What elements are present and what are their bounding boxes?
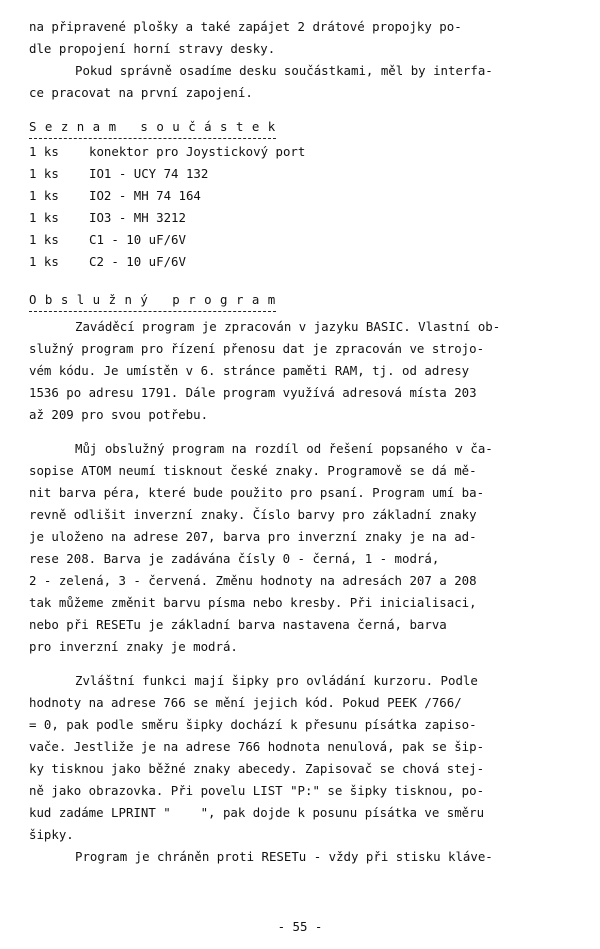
part-desc: C1 - 10 uF/6V xyxy=(89,232,186,247)
text-line: Program je chráněn proti RESETu - vždy při stisku kláve- xyxy=(75,849,493,864)
part-desc: konektor pro Joystickový port xyxy=(89,144,306,159)
text-line: nit barva péra, které bude použito pro psaní. Program umí ba- xyxy=(29,485,485,500)
text-line: ce pracovat na první zapojení. xyxy=(29,85,253,100)
text-line: dle propojení horní stravy desky. xyxy=(29,41,276,56)
parts-list-item xyxy=(29,185,577,207)
part-qty: 1 ks xyxy=(29,254,59,269)
part-qty: 1 ks xyxy=(29,144,59,159)
parts-list-item xyxy=(29,163,577,185)
program-paragraph-4 xyxy=(29,846,577,868)
part-qty: 1 ks xyxy=(29,188,59,203)
part-qty: 1 ks xyxy=(29,210,59,225)
text-line: šipky. xyxy=(29,827,74,842)
text-line: 2 - zelená, 3 - červená. Změnu hodnoty na adresách 207 a 208 xyxy=(29,573,477,588)
text-line: tak můžeme změnit barvu písma nebo kresby. Při inicialisaci, xyxy=(29,595,477,610)
part-qty: 1 ks xyxy=(29,166,59,181)
parts-list-item xyxy=(29,229,577,251)
part-desc: IO3 - MH 3212 xyxy=(89,210,186,225)
program-heading: O b s l u ž n ý p r o g r a m xyxy=(29,289,276,312)
text-line: Zvláštní funkci mají šipky pro ovládání kurzoru. Podle xyxy=(75,673,478,688)
text-line: sopise ATOM neumí tisknout české znaky. Programově se dá mě- xyxy=(29,463,477,478)
text-line: kud zadáme LPRINT " ", pak dojde k posunu písátka ve směru xyxy=(29,805,485,820)
text-line: ně jako obrazovka. Při povelu LIST "P:" se šipky tisknou, po- xyxy=(29,783,485,798)
part-desc: IO2 - MH 74 164 xyxy=(89,188,201,203)
parts-section xyxy=(29,116,577,273)
text-line: revně odlišit inverzní znaky. Číslo barvy pro základní znaky xyxy=(29,507,477,522)
text-line: Můj obslužný program na rozdíl od řešení popsaného v ča- xyxy=(75,441,493,456)
program-paragraph-2 xyxy=(29,438,577,658)
parts-heading: S e z n a m s o u č á s t e k xyxy=(29,116,276,139)
intro-paragraph xyxy=(29,16,577,60)
page-number: - 55 - xyxy=(277,919,323,934)
text-line: na připravené plošky a také zapájet 2 drátové propojky po- xyxy=(29,19,462,34)
text-line: je uloženo na adrese 207, barva pro inverzní znaky je na ad- xyxy=(29,529,477,544)
text-line: služný program pro řízení přenosu dat je zpracován ve strojo- xyxy=(29,341,485,356)
parts-list-item xyxy=(29,207,577,229)
program-paragraph-3 xyxy=(29,670,577,846)
text-line: ky tisknou jako běžné znaky abecedy. Zapisovač se chová stej- xyxy=(29,761,485,776)
part-desc: IO1 - UCY 74 132 xyxy=(89,166,209,181)
text-line: pro inverzní znaky je modrá. xyxy=(29,639,238,654)
parts-list-item xyxy=(29,141,577,163)
text-line: = 0, pak podle směru šipky dochází k přesunu písátka zapiso- xyxy=(29,717,477,732)
text-line: hodnoty na adrese 766 se mění jejich kód. Pokud PEEK /766/ xyxy=(29,695,462,710)
document-page xyxy=(29,16,577,868)
text-line: nebo při RESETu je základní barva nastavena černá, barva xyxy=(29,617,447,632)
part-desc: C2 - 10 uF/6V xyxy=(89,254,186,269)
text-line: vače. Jestliže je na adrese 766 hodnota nenulová, pak se šip- xyxy=(29,739,485,754)
text-line: vém kódu. Je umístěn v 6. stránce paměti RAM, tj. od adresy xyxy=(29,363,470,378)
text-line: rese 208. Barva je zadávána čísly 0 - černá, 1 - modrá, xyxy=(29,551,440,566)
parts-list xyxy=(29,141,577,273)
intro-paragraph-2 xyxy=(29,60,577,104)
text-line: Pokud správně osadíme desku součástkami, měl by interfa- xyxy=(75,63,493,78)
text-line: až 209 pro svou potřebu. xyxy=(29,407,209,422)
parts-list-item xyxy=(29,251,577,273)
text-line: Zaváděcí program je zpracován v jazyku BASIC. Vlastní ob- xyxy=(75,319,501,334)
text-line: 1536 po adresu 1791. Dále program využívá adresová místa 203 xyxy=(29,385,477,400)
program-section xyxy=(29,289,577,868)
program-paragraph-1 xyxy=(29,316,577,426)
part-qty: 1 ks xyxy=(29,232,59,247)
